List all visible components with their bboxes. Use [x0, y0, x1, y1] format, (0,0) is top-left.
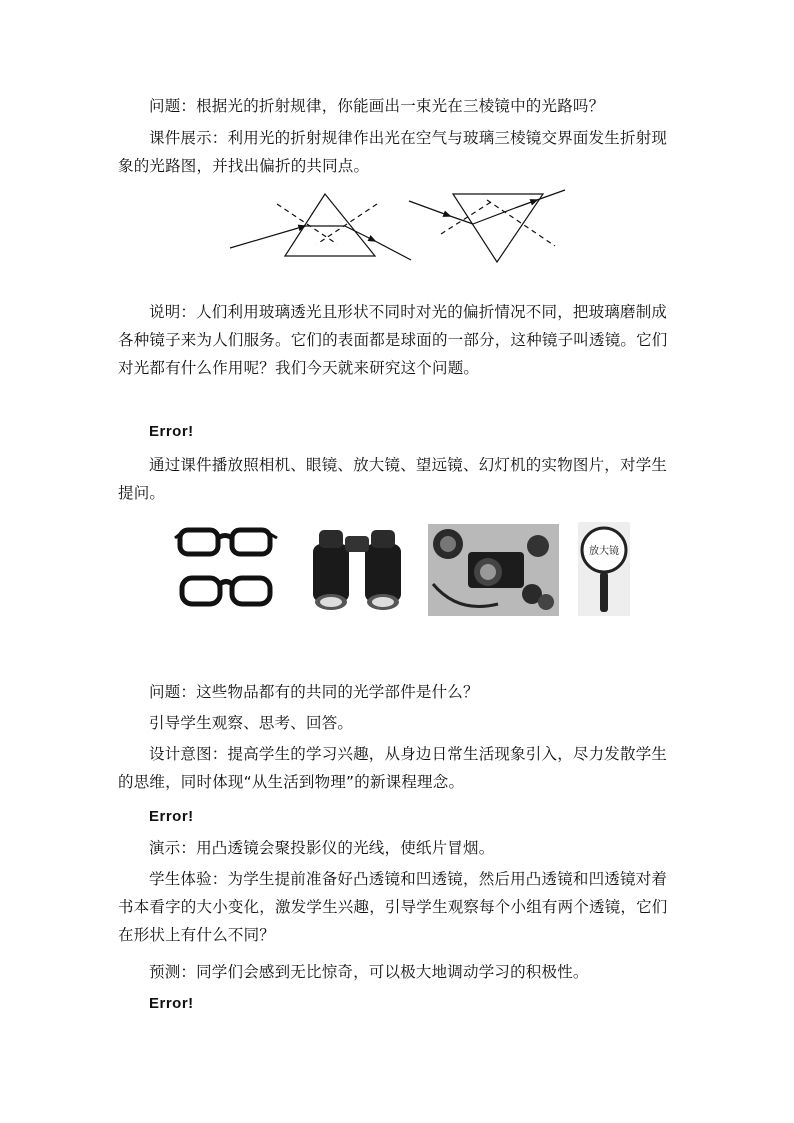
incident-ray-left	[230, 226, 305, 248]
courseware-show: 课件展示：利用光的折射规律作出光在空气与玻璃三棱镜交界面发生折射现象的光路图，并找出偏折的共同点。	[118, 129, 668, 175]
prism-apex-up	[285, 194, 375, 256]
camera-photo	[428, 524, 559, 616]
student-experience: 学生体验：为学生提前准备好凸透镜和凹透镜，然后用凸透镜和凹透镜对着书本看字的大小变化，激发学生兴趣，引导学生观察每个小组有两个透镜，它们在形状上有什么不同？	[118, 870, 668, 944]
prediction: 预测：同学们会感到无比惊奇，可以极大地调动学习的积极性。	[149, 963, 589, 981]
magnifier-label: 放大镜	[589, 546, 619, 557]
error-text-3: Error!	[149, 995, 194, 1012]
error-text-1: Error!	[149, 423, 194, 440]
prism-apex-down	[453, 194, 543, 262]
question-common-part: 问题：这些物品都有的共同的光学部件是什么？	[149, 683, 479, 701]
error-text-2: Error!	[149, 808, 194, 825]
magnifier-photo	[578, 522, 630, 616]
demonstration: 演示：用凸透镜会聚投影仪的光线，使纸片冒烟。	[149, 839, 495, 857]
explanation: 说明：人们利用玻璃透光且形状不同时对光的偏折情况不同，把玻璃磨制成各种镜子来为人们服务。它们的表面都是球面的一部分，这种镜子叫透镜。它们对光都有什么作用呢？我们今天就来研究这个问题。	[118, 303, 668, 377]
binoculars-photo	[305, 526, 410, 612]
incident-ray-right	[409, 201, 450, 216]
prism-refraction-figure	[225, 186, 570, 266]
guide-students: 引导学生观察、思考、回答。	[149, 714, 354, 732]
courseware-play: 通过课件播放照相机、眼镜、放大镜、望远镜、幻灯机的实物图片，对学生提问。	[118, 456, 668, 502]
design-intent: 设计意图：提高学生的学习兴趣，从身边日常生活现象引入，尽力发散学生的思维，同时体现“从生活到物理”的新课程理念。	[118, 745, 668, 791]
prism-diagram	[225, 186, 570, 266]
question-prism: 问题：根据光的折射规律，你能画出一束光在三棱镜中的光路吗？	[149, 97, 605, 115]
glasses-photo	[174, 522, 278, 614]
